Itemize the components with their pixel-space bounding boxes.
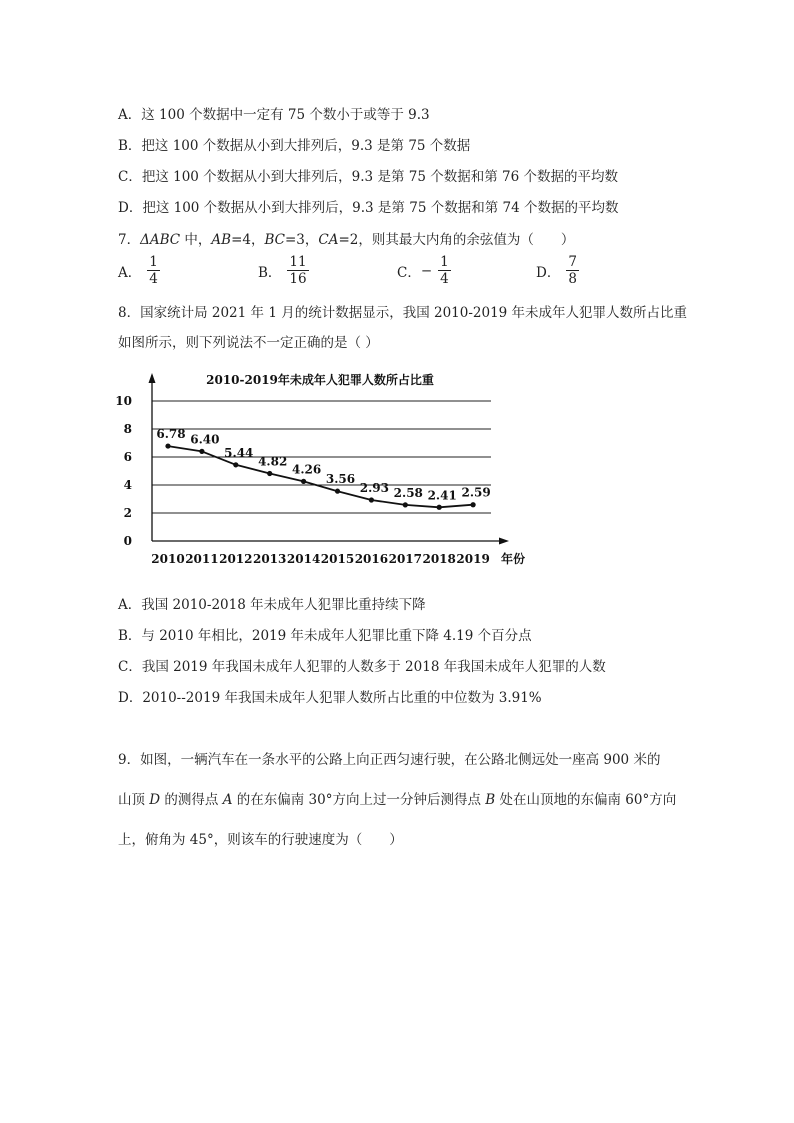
- data-label: 4.26: [291, 462, 322, 477]
- q9-point-d: D: [149, 792, 161, 808]
- fraction: [438, 255, 451, 286]
- option-label: D．: [536, 264, 561, 281]
- q9-point-a: A: [222, 792, 233, 808]
- data-label: 3.56: [325, 472, 356, 487]
- q7-triangle: ΔABC: [140, 232, 181, 248]
- q8-option-a: A．我国 2010-2018 年未成年人犯罪比重持续下降: [118, 597, 426, 613]
- q9-text: 处在山顶地的东偏南 60°方向: [495, 792, 677, 808]
- data-point: [403, 502, 408, 507]
- y-tick-label: 2: [123, 506, 132, 520]
- q9-text: 山顶: [118, 792, 150, 808]
- x-tick-label: 2012: [219, 552, 253, 566]
- x-tick-label: 2015: [320, 552, 355, 566]
- q9-stem-line2: [118, 788, 676, 808]
- x-tick-label: 2011: [185, 552, 219, 566]
- q7-text: =4，: [231, 232, 265, 248]
- data-point: [369, 497, 374, 502]
- q9-stem-line3: 上，俯角为 45°，则该车的行驶速度为（ ）: [118, 832, 403, 848]
- chart-series: [156, 427, 490, 510]
- data-point: [335, 489, 340, 494]
- q9-point-b: B: [485, 792, 496, 808]
- fraction: [287, 255, 308, 286]
- data-label: 4.82: [258, 454, 288, 469]
- q6-option-b: B．把这 100 个数据从小到大排列后，9.3 是第 75 个数据: [118, 138, 471, 154]
- data-label: 5.44: [224, 445, 254, 460]
- fraction: [147, 255, 160, 286]
- x-tick-label: 2014: [286, 552, 321, 566]
- data-point: [233, 462, 238, 467]
- denominator: 8: [568, 271, 577, 288]
- data-point: [267, 471, 272, 476]
- q8-stem-line1: 8．国家统计局 2021 年 1 月的统计数据显示，我国 2010-2019 年未成年人犯罪人数所占比重: [118, 305, 688, 321]
- numerator: 11: [289, 254, 307, 270]
- x-axis-arrow: [499, 538, 509, 545]
- x-tick-label: 2017: [388, 552, 423, 566]
- q7-number: 7．: [118, 232, 141, 248]
- data-point: [165, 443, 170, 448]
- q8-option-c: C．我国 2019 年我国未成年人犯罪的人数多于 2018 年我国未成年人犯罪的人数: [118, 659, 606, 675]
- denominator: 4: [440, 271, 449, 288]
- q7-text: 中，: [180, 232, 212, 248]
- q6-option-a: A．这 100 个数据中一定有 75 个数小于或等于 9.3: [118, 107, 430, 123]
- q7-ab: AB: [211, 232, 232, 248]
- q7-text: =2，则其最大内角的余弦值为（ ）: [338, 232, 575, 248]
- data-label: 2.93: [359, 480, 390, 495]
- q7-ca: CA: [318, 232, 339, 248]
- q7-stem: [118, 228, 574, 248]
- y-tick-label: 10: [115, 394, 132, 408]
- numerator: 1: [440, 254, 449, 270]
- q7-option-b: [258, 255, 309, 286]
- option-sign: −: [420, 262, 433, 279]
- q7-option-c: [397, 255, 451, 286]
- data-point: [471, 502, 476, 507]
- numerator: 1: [149, 254, 158, 270]
- x-tick-label: 2013: [252, 552, 287, 566]
- q8-stem-line2: 如图所示，则下列说法不一定正确的是（ ）: [118, 335, 379, 351]
- q6-option-c: C．把这 100 个数据从小到大排列后，9.3 是第 75 个数据和第 76 个数据的平均数: [118, 169, 618, 185]
- denominator: 4: [149, 271, 158, 288]
- option-label: B．: [258, 264, 282, 281]
- q7-option-a: [118, 255, 160, 286]
- y-tick-label: 6: [123, 450, 132, 464]
- q7-text: =3，: [284, 232, 319, 248]
- data-point: [199, 449, 204, 454]
- y-axis-arrow: [149, 373, 156, 383]
- q7-option-d: [536, 255, 579, 286]
- chart-x-axis-label: 年份: [500, 552, 526, 566]
- y-tick-label: 4: [123, 478, 132, 492]
- data-label: 2.41: [427, 488, 457, 503]
- q6-option-d: D．把这 100 个数据从小到大排列后，9.3 是第 75 个数据和第 74 个数据的平均数: [118, 200, 619, 216]
- q8-option-b: B．与 2010 年相比，2019 年未成年人犯罪比重下降 4.19 个百分点: [118, 628, 532, 644]
- data-point: [437, 505, 442, 510]
- data-label: 6.78: [156, 427, 186, 442]
- data-label: 6.40: [190, 432, 220, 447]
- q9-text: 的在东偏南 30°方向上过一分钟后测得点: [232, 792, 486, 808]
- chart-title: 2010-2019年未成年人犯罪人数所占比重: [206, 373, 434, 387]
- y-tick-label: 8: [123, 422, 132, 436]
- x-tick-label: 2019: [456, 552, 490, 566]
- line-chart: [110, 365, 540, 570]
- data-point: [301, 479, 306, 484]
- option-label: A．: [118, 264, 142, 281]
- q9-stem-line1: 9．如图，一辆汽车在一条水平的公路上向正西匀速行驶，在公路北侧远处一座高 900 米的: [118, 752, 661, 768]
- option-label: C．: [397, 264, 421, 281]
- y-tick-label: 0: [123, 534, 132, 548]
- denominator: 16: [289, 271, 307, 288]
- fraction: [566, 255, 579, 286]
- q8-option-d: D．2010--2019 年我国未成年人犯罪人数所占比重的中位数为 3.91%: [118, 690, 542, 706]
- x-tick-label: 2018: [422, 552, 456, 566]
- data-label: 2.59: [461, 485, 491, 500]
- numerator: 7: [568, 254, 577, 270]
- q7-bc: BC: [264, 232, 285, 248]
- x-tick-label: 2016: [354, 552, 389, 566]
- x-tick-label: 2010: [151, 552, 185, 566]
- data-label: 2.58: [393, 485, 423, 500]
- q9-text: 的测得点: [160, 792, 223, 808]
